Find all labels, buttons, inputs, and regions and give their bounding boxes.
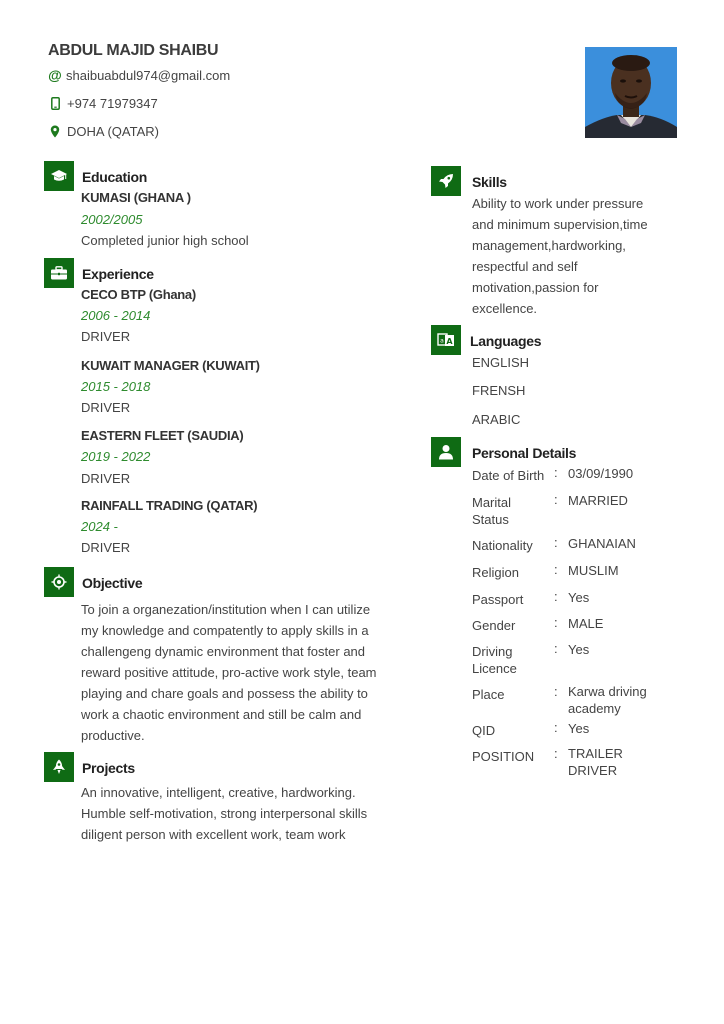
language-item: ARABIC [472,412,521,427]
detail-value: TRAILER DRIVER [568,746,623,778]
detail-colon: : [554,684,558,699]
text-line: Humble self-motivation, strong interpersonal skills [81,806,368,821]
rocket-icon [431,166,461,196]
language-item: FRENSH [472,383,526,398]
projects-text [81,782,411,845]
experience-date: 2019 - 2022 [81,449,151,464]
detail-label: Nationality [472,538,533,553]
skills-text [472,193,702,319]
detail-colon: : [554,589,558,604]
experience-date: 2024 - [81,519,118,534]
detail-colon: : [554,562,558,577]
detail-label: Passport [472,592,524,607]
phone-icon [48,97,62,110]
education-title: Education [82,169,147,185]
language-item: ENGLISH [472,355,530,370]
experience-company: EASTERN FLEET (SAUDIA) [81,428,244,443]
text-line: An innovative, intelligent, creative, hardworking. [81,785,356,800]
email-text: shaibuabdul974@gmail.com [66,67,231,83]
experience-role: DRIVER [81,400,131,415]
at-icon: @ [48,67,62,83]
detail-value: MALE [568,616,604,631]
text-line: productive. [81,728,145,743]
phone-text: +974 71979347 [67,96,158,111]
detail-value: Karwa driving academy [568,684,647,716]
text-line: playing and chare goals and possess the ability to [81,686,368,701]
experience-date: 2006 - 2014 [81,308,151,323]
graduation-cap-icon [44,161,74,191]
skills-title: Skills [472,174,507,190]
detail-colon: : [554,720,558,735]
education-school: KUMASI (GHANA ) [81,190,191,205]
briefcase-icon [44,258,74,288]
detail-colon: : [554,492,558,507]
translate-icon [431,325,461,355]
text-line: and minimum supervision,time [472,217,648,232]
text-line: Ability to work under pressure [472,196,644,211]
experience-company: KUWAIT MANAGER (KUWAIT) [81,358,260,373]
text-line: management,hardworking, [472,238,626,253]
detail-label: POSITION [472,749,535,764]
text-line: To join a organezation/institution when I can utilize [81,602,371,617]
detail-value: GHANAIAN [568,536,636,551]
projects-title: Projects [82,760,135,776]
detail-label: Place [472,687,505,702]
detail-label: Driving Licence [472,644,517,676]
person-icon [431,437,461,467]
text-line: challengeng dynamic environment that foster and [81,644,366,659]
map-pin-icon [48,125,62,138]
detail-label: Gender [472,618,516,633]
text-line: reward positive attitude, pro-active work style, team [81,665,377,680]
languages-title: Languages [470,333,542,349]
detail-colon: : [554,641,558,656]
text-line: work a chaotic environment and still be calm and [81,707,362,722]
education-date: 2002/2005 [81,212,143,227]
profile-photo [585,47,677,138]
candidate-name: ABDUL MAJID SHAIBU [48,42,219,59]
detail-label: Religion [472,565,519,580]
location-line [48,124,159,139]
experience-company: CECO BTP (Ghana) [81,287,196,302]
detail-label: Marital Status [472,495,512,527]
detail-value: Yes [568,721,590,736]
experience-title: Experience [82,266,154,282]
education-desc: Completed junior high school [81,233,249,248]
detail-colon: : [554,535,558,550]
phone-line [48,96,158,111]
text-line: motivation,passion for [472,280,599,295]
detail-value: MARRIED [568,493,628,508]
personal-title: Personal Details [472,445,577,461]
svg-text:a: a [440,337,444,345]
text-line: my knowledge and compatently to apply skills in a [81,623,369,638]
experience-company: RAINFALL TRADING (QATAR) [81,498,258,513]
crosshair-icon [44,567,74,597]
rocket-icon [44,752,74,782]
detail-label: QID [472,723,496,738]
text-line: excellence. [472,301,538,316]
detail-colon: : [554,465,558,480]
email-line [48,67,230,83]
detail-colon: : [554,746,558,761]
text-line: respectful and self [472,259,578,274]
detail-value: Yes [568,642,590,657]
objective-title: Objective [82,575,143,591]
objective-text [81,599,411,746]
location-text: DOHA (QATAR) [67,124,159,139]
svg-text:A: A [446,337,453,346]
experience-role: DRIVER [81,471,131,486]
detail-value: Yes [568,590,590,605]
detail-value: MUSLIM [568,563,619,578]
text-line: diligent person with excellent work, team work [81,827,346,842]
detail-value: 03/09/1990 [568,466,634,481]
experience-date: 2015 - 2018 [81,379,151,394]
detail-colon: : [554,615,558,630]
experience-role: DRIVER [81,540,131,555]
detail-label: Date of Birth [472,468,545,483]
experience-role: DRIVER [81,329,131,344]
